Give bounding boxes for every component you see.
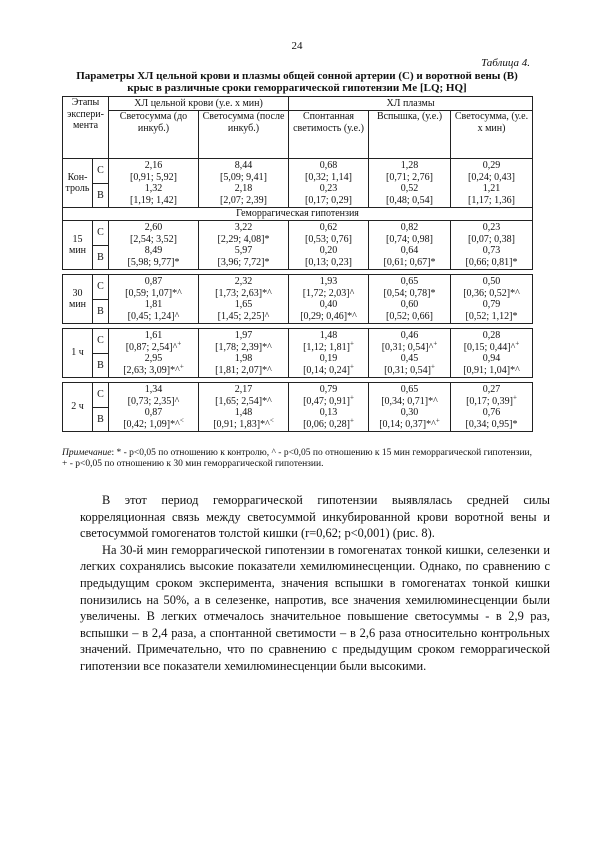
- cell-range: [0,06; 0,28]+: [303, 416, 354, 430]
- cell-range: [2,29; 4,08]*: [217, 233, 270, 245]
- cell-median: 2,18: [234, 183, 253, 194]
- header-group-blood: ХЛ цельной крови (у.е. х мин): [109, 97, 289, 111]
- cell: [369, 159, 451, 208]
- cell-range: [0,17; 0,29]: [305, 194, 352, 206]
- stage-label: 30 мин: [63, 275, 93, 324]
- vein-label: В: [93, 245, 109, 270]
- cell-range: [0,59; 1,07]*^: [125, 287, 182, 299]
- cell-median: 0,73: [482, 245, 501, 256]
- cell-range: [1,81; 2,07]*^: [215, 364, 272, 376]
- table-title: Параметры ХЛ цельной крови и плазмы общей сонной артерии (С) и воротной вены (В) крыс в различные сроки геморрагической гипотензии Me [LQ; HQ]: [76, 70, 518, 94]
- cell-median: 2,16: [144, 160, 163, 171]
- cell-median: 0,27: [482, 384, 501, 395]
- cell-range: [0,45; 1,24]^: [127, 310, 180, 322]
- cell-range: [1,73; 2,63]*^: [215, 287, 272, 299]
- stage-label: 1 ч: [63, 329, 93, 378]
- cell: [451, 329, 533, 378]
- cell-median: 0,79: [482, 299, 501, 310]
- vein-label: В: [93, 353, 109, 378]
- cell-median: 0,94: [482, 353, 501, 364]
- cell-range: [0,91; 1,83]*^<: [213, 416, 274, 430]
- cell-median: 0,62: [319, 222, 338, 233]
- cell: [369, 329, 451, 378]
- cell-median: 0,68: [319, 160, 338, 171]
- stage-label: 15 мин: [63, 221, 93, 270]
- cell-range: [0,07; 0,38]: [468, 233, 515, 245]
- cell-median: 1,61: [144, 330, 163, 341]
- cell-median: 0,29: [482, 160, 501, 171]
- cell: [109, 383, 199, 432]
- cell-range: [2,54; 3,52]: [130, 233, 177, 245]
- section-label: Геморрагическая гипотензия: [63, 208, 533, 221]
- cell-range: [3,96; 7,72]*: [217, 256, 270, 268]
- cell-median: 0,28: [482, 330, 501, 341]
- cell-range: [0,54; 0,78]*: [383, 287, 436, 299]
- cell-range: [0,53; 0,76]: [305, 233, 352, 245]
- cell-median: 0,60: [400, 299, 419, 310]
- cell-median: 0,23: [319, 183, 338, 194]
- paragraph-2: На 30-й мин геморрагической гипотензии в гомогенатах тонкой кишки, селезенки и легких сохранялись высокие показатели хемилюминесценции. Однако, по сравнению с предыдущим сроком эксперимента, значения вспышки в гомогенатах тонкой кишки понизились на 50%, а в селезенке, напротив, все значения хемилюминесценции были увеличены. В легких отмечалось значительное повышение светосуммы - в 2,9 раз, вспышки – в 2,4 раза, а спонтанной светимости – в 2,6 раза относительно контрольных значений. Примечательно, что по сравнению с предыдущим сроком геморрагической гипотензии все показатели хемилюминесценции были высокими.: [80, 542, 550, 673]
- cell-range: [0,61; 0,67]*: [383, 256, 436, 268]
- cell-range: [1,45; 2,25]^: [217, 310, 270, 322]
- cell-median: 1,93: [319, 276, 338, 287]
- data-table: [62, 96, 533, 432]
- cell-range: [0,91; 1,04]*^: [463, 364, 520, 376]
- cell-median: 2,32: [234, 276, 253, 287]
- header-col4: Вспышка, (у.е.): [369, 111, 451, 159]
- cell-range: [1,17; 1,36]: [468, 194, 515, 206]
- artery-label: С: [93, 275, 109, 300]
- cell-range: [0,47; 0,91]+: [303, 393, 354, 407]
- cell: [289, 159, 369, 208]
- cell-range: [5,09; 9,41]: [220, 171, 267, 183]
- cell-median: 1,97: [234, 330, 253, 341]
- cell-range: [0,34; 0,95]*: [465, 418, 518, 430]
- paragraph-1: В этот период геморрагической гипотензии выявлялась средней силы корреляционная связь между светосуммой инкубированной крови воротной вены и светосуммой гомогенатов толстой кишки (r=0,62; p<0,001) (рис. 8).: [80, 493, 550, 541]
- cell-range: [0,14; 0,24]+: [303, 362, 354, 376]
- cell-median: 0,30: [400, 407, 419, 418]
- cell-median: 1,98: [234, 353, 253, 364]
- cell-range: [0,15; 0,44]^+: [463, 339, 520, 353]
- cell-median: 0,82: [400, 222, 419, 233]
- note-text: : * - р<0,05 по отношению к контролю, ^ - р<0,05 по отношению к 15 мин геморрагической гипотензии, + - р<0,05 по отношению к 30 мин геморрагической гипотензии.: [62, 448, 533, 469]
- vein-label: В: [93, 407, 109, 432]
- cell-median: 2,17: [234, 384, 253, 395]
- cell-median: 0,65: [400, 384, 419, 395]
- cell-median: 1,48: [234, 407, 253, 418]
- cell-median: 0,79: [319, 384, 338, 395]
- cell: [289, 221, 369, 270]
- cell: [109, 275, 199, 324]
- cell: [289, 329, 369, 378]
- cell: [199, 159, 289, 208]
- cell-median: 0,46: [400, 330, 419, 341]
- cell-median: 0,19: [319, 353, 338, 364]
- cell-range: [1,72; 2,03]^: [302, 287, 355, 299]
- cell-median: 0,87: [144, 407, 163, 418]
- header-col5: Светосумма, (у.е. х мин): [451, 111, 533, 159]
- cell-median: 2,95: [144, 353, 163, 364]
- header-stages: Этапы экспери-мента: [63, 97, 109, 159]
- header-col3: Спонтанная светимость (у.е.): [289, 111, 369, 159]
- cell-median: 2,60: [144, 222, 163, 233]
- cell: [451, 383, 533, 432]
- cell: [109, 329, 199, 378]
- cell-median: 0,20: [319, 245, 338, 256]
- cell-median: 1,34: [144, 384, 163, 395]
- cell-median: 1,48: [319, 330, 338, 341]
- cell-range: [1,65; 2,54]*^: [215, 395, 272, 407]
- vein-label: В: [93, 299, 109, 324]
- cell-median: 1,65: [234, 299, 253, 310]
- cell-range: [0,48; 0,54]: [386, 194, 433, 206]
- artery-label: С: [93, 383, 109, 408]
- cell-range: [0,42; 1,09]*^<: [123, 416, 184, 430]
- cell: [109, 159, 199, 208]
- cell-range: [0,14; 0,37]*^+: [379, 416, 440, 430]
- cell: [199, 221, 289, 270]
- page-number: 24: [291, 40, 303, 52]
- cell-range: [1,12; 1,81]+: [303, 339, 354, 353]
- cell-median: 0,64: [400, 245, 419, 256]
- cell-range: [0,73; 2,35]^: [127, 395, 180, 407]
- cell-median: 0,40: [319, 299, 338, 310]
- cell: [451, 221, 533, 270]
- header-col2: Светосумма (после инкуб.): [199, 111, 289, 159]
- vein-label: В: [93, 183, 109, 208]
- artery-label: С: [93, 221, 109, 246]
- header-col1: Светосумма (до инкуб.): [109, 111, 199, 159]
- cell-median: 0,45: [400, 353, 419, 364]
- cell: [369, 275, 451, 324]
- cell-range: [0,74; 0,98]: [386, 233, 433, 245]
- cell-median: 0,23: [482, 222, 501, 233]
- cell-median: 0,65: [400, 276, 419, 287]
- cell-median: 8,44: [234, 160, 253, 171]
- cell: [451, 275, 533, 324]
- cell: [369, 221, 451, 270]
- cell-range: [1,19; 1,42]: [130, 194, 177, 206]
- cell: [109, 221, 199, 270]
- cell: [451, 159, 533, 208]
- cell: [369, 383, 451, 432]
- cell-range: [5,98; 9,77]*: [127, 256, 180, 268]
- cell-range: [0,71; 2,76]: [386, 171, 433, 183]
- cell: [289, 383, 369, 432]
- cell-range: [0,24; 0,43]: [468, 171, 515, 183]
- cell-median: 0,13: [319, 407, 338, 418]
- artery-label: С: [93, 159, 109, 184]
- cell: [199, 329, 289, 378]
- cell-range: [0,32; 1,14]: [305, 171, 352, 183]
- cell-median: 8,49: [144, 245, 163, 256]
- cell-range: [2,63; 3,09]*^+: [123, 362, 184, 376]
- header-group-plasma: ХЛ плазмы: [289, 97, 533, 111]
- cell-median: 0,50: [482, 276, 501, 287]
- cell-range: [0,17; 0,39]+: [466, 393, 517, 407]
- note-label: Примечание: [62, 448, 112, 458]
- cell-median: 3,22: [234, 222, 253, 233]
- cell: [289, 275, 369, 324]
- cell-median: 0,87: [144, 276, 163, 287]
- cell-range: [2,07; 2,39]: [220, 194, 267, 206]
- body-text: [80, 492, 550, 675]
- cell-median: 0,52: [400, 183, 419, 194]
- cell-median: 1,32: [144, 183, 163, 194]
- cell-range: [0,66; 0,81]*: [465, 256, 518, 268]
- cell-range: [0,36; 0,52]*^: [463, 287, 520, 299]
- cell-range: [0,29; 0,46]*^: [300, 310, 357, 322]
- cell-range: [0,31; 0,54]+: [384, 362, 435, 376]
- table-note: [62, 448, 532, 470]
- artery-label: С: [93, 329, 109, 354]
- cell-range: [0,34; 0,71]*^: [381, 395, 438, 407]
- cell-range: [0,91; 5,92]: [130, 171, 177, 183]
- cell-range: [1,78; 2,39]*^: [215, 341, 272, 353]
- cell: [199, 383, 289, 432]
- cell-range: [0,52; 1,12]*: [465, 310, 518, 322]
- cell-median: 1,81: [144, 299, 163, 310]
- cell: [199, 275, 289, 324]
- cell-median: 1,21: [482, 183, 501, 194]
- cell-range: [0,52; 0,66]: [386, 310, 433, 322]
- cell-range: [0,87; 2,54]^+: [125, 339, 182, 353]
- table-label: Таблица 4.: [481, 57, 530, 69]
- cell-range: [0,13; 0,23]: [305, 256, 352, 268]
- cell-median: 1,28: [400, 160, 419, 171]
- stage-label: 2 ч: [63, 383, 93, 432]
- stage-label: Кон-троль: [63, 159, 93, 208]
- cell-median: 5,97: [234, 245, 253, 256]
- cell-range: [0,31; 0,54]^+: [381, 339, 438, 353]
- cell-median: 0,76: [482, 407, 501, 418]
